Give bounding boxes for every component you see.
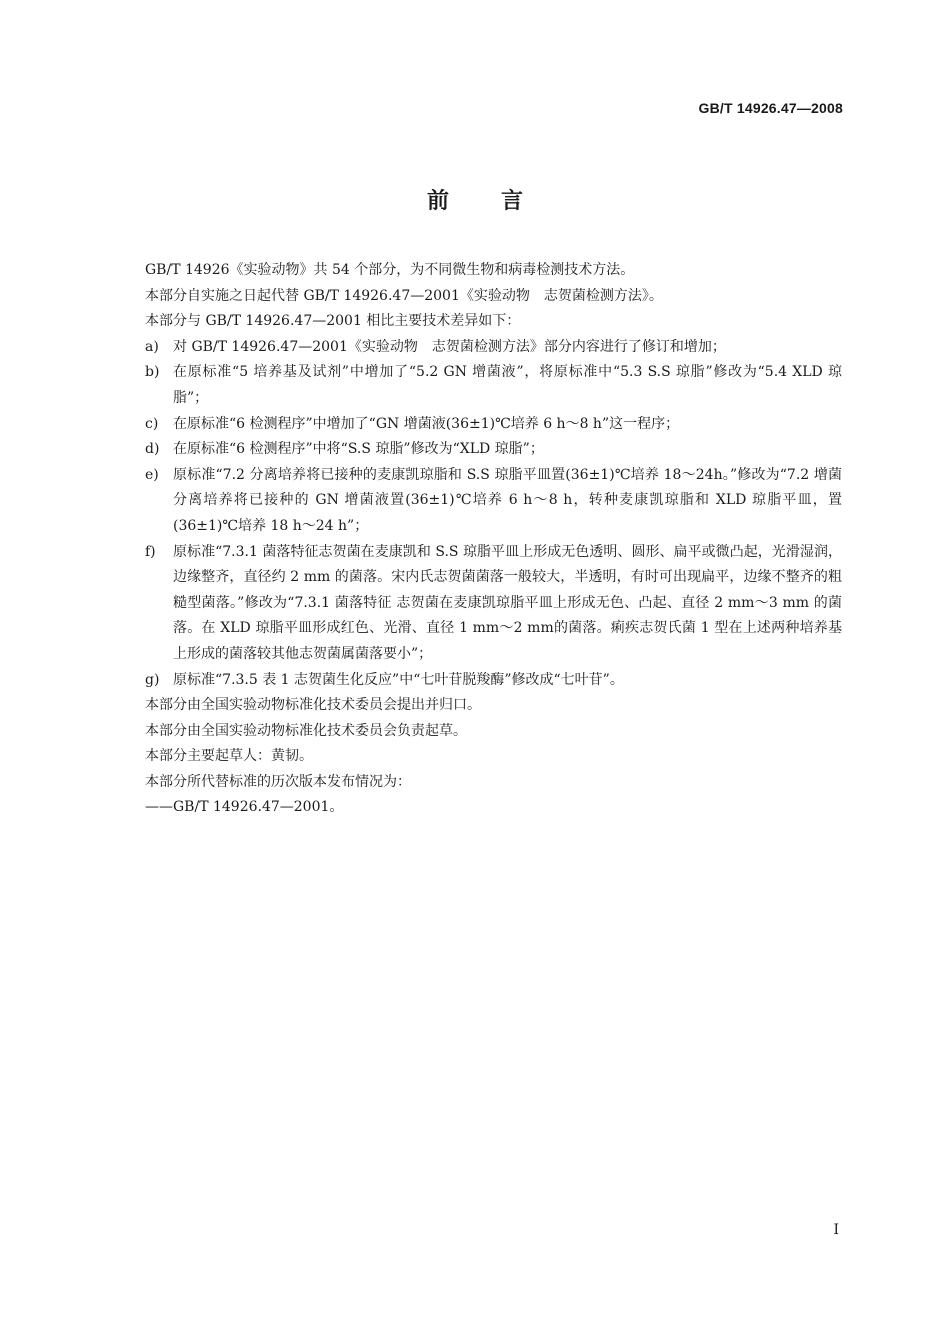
list-item-text: 在原标准“6 检测程序”中增加了“GN 增菌液(36±1)℃培养 6 h～8 h”这一程序； — [173, 415, 680, 432]
closing-paragraph: 本部分由全国实验动物标准化技术委员会提出并归口。 — [145, 697, 481, 714]
closing-paragraph: 本部分所代替标准的历次版本发布情况为： — [145, 773, 411, 790]
list-item-text: 在原标准“5 培养基及试剂”中增加了“5.2 GN 增菌液”，将原标准中“5.3 S.S 琼脂”修改为“5.4 XLD 琼脂”； — [173, 364, 842, 406]
change-item-e — [145, 463, 842, 540]
page-number: I — [833, 1222, 839, 1238]
list-marker: a) — [145, 338, 159, 355]
list-item-text: 原标准“7.3.1 菌落特征志贺菌在麦康凯和 S.S 琼脂平皿上形成无色透明、圆形、扁平或微凸起，光滑湿润，边缘整齐，直径约 2 mm 的菌落。宋内氏志贺菌菌落一般较大，半透明，有时可出现扁平，边缘不整齐的粗糙型菌落。”修改为“7.3.1 菌落特征 志贺菌在麦康凯琼脂平皿上形成无色、凸起、直径 2 mm～3 mm 的菌落。在 XLD 琼脂平皿形成红色、光滑、直径 1 mm～2 mm的菌落。痢疾志贺氏菌 1 型在上述两种培养基上形成的菌落较其他志贺菌属菌落要小”； — [173, 543, 842, 662]
change-item-c — [145, 412, 842, 438]
list-item-text: 原标准“7.2 分离培养将已接种的麦康凯琼脂和 S.S 琼脂平皿置(36±1)℃培养 18～24h。”修改为“7.2 增菌分离培养将已接种的 GN 增菌液置(36±1)℃培养 6 h～8 h，转种麦康凯琼脂和 XLD 琼脂平皿，置(36±1)℃培养 18 h～24 h”； — [173, 466, 842, 534]
list-marker: b) — [145, 364, 160, 381]
change-item-d — [145, 437, 842, 463]
standard-code: GB/T 14926.47—2008 — [698, 100, 843, 116]
list-marker: e) — [145, 466, 159, 483]
replaced-versions: ——GB/T 14926.47—2001。 — [145, 799, 344, 816]
closing-paragraph: 本部分主要起草人：黄韧。 — [145, 748, 313, 765]
change-item-b — [145, 360, 842, 411]
list-item-text: 原标准“7.3.5 表 1 志贺菌生化反应”中“七叶苷脱羧酶”修改成“七叶苷”。 — [173, 671, 624, 688]
intro-paragraph: GB/T 14926《实验动物》共 54 个部分，为不同微生物和病毒检测技术方法。 — [145, 262, 635, 278]
closing-paragraph: 本部分由全国实验动物标准化技术委员会负责起草。 — [145, 722, 467, 739]
change-item-f — [145, 540, 842, 668]
list-marker: g) — [145, 671, 160, 688]
list-marker: c) — [145, 415, 159, 432]
document-body — [145, 258, 842, 821]
list-item-text: 对 GB/T 14926.47—2001《实验动物 志贺菌检测方法》部分内容进行了修订和增加； — [173, 338, 726, 355]
list-item-text: 在原标准“6 检测程序”中将“S.S 琼脂”修改为“XLD 琼脂”； — [173, 441, 544, 458]
list-marker: f) — [145, 543, 156, 560]
intro-paragraph: 本部分与 GB/T 14926.47—2001 相比主要技术差异如下： — [145, 313, 521, 330]
page-title: 前言 — [426, 189, 575, 214]
intro-paragraph: 本部分自实施之日起代替 GB/T 14926.47—2001《实验动物 志贺菌检测方法》。 — [145, 287, 663, 304]
change-item-a — [145, 335, 842, 361]
change-item-g — [145, 668, 842, 694]
list-marker: d) — [145, 441, 160, 458]
